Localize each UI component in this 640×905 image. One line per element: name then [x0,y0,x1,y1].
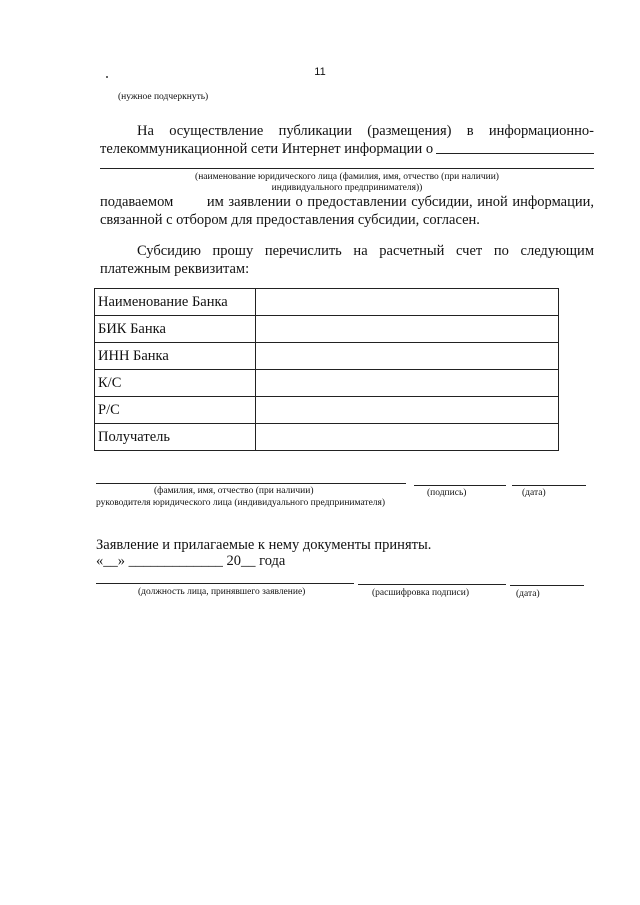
subsidy-line-1-text: Субсидию прошу перечислить на расчетный счет по следующим [137,243,594,259]
subsidy-line-2: платежным реквизитам: [100,261,250,277]
name-fill-line-1 [436,153,594,154]
date-year: 20__ [226,553,256,569]
consent-word: На [137,123,154,139]
date-day: «__» [96,553,125,569]
table-row [95,289,559,316]
table-label-cell: К/С [95,370,256,397]
table-value-cell[interactable] [256,370,559,397]
date-caption: (дата) [522,488,546,498]
fio-signature-line [96,483,406,484]
table-label-cell: Р/С [95,397,256,424]
consent-word: осуществление [169,123,264,139]
date-month-blank: _____________ [128,553,223,569]
table-value-cell[interactable] [256,424,559,451]
date-year-suffix: года [259,553,286,569]
subsidy-line-1 [100,242,594,260]
acceptance-date [96,552,285,570]
table-row [95,370,559,397]
table-row [95,397,559,424]
acceptance-date-caption: (дата) [516,589,540,599]
table-value-cell[interactable] [256,397,559,424]
underline-note: (нужное подчеркнуть) [118,92,209,102]
table-value-cell[interactable] [256,343,559,370]
table-row [95,343,559,370]
consent-word: информационно- [488,123,594,139]
decoding-line [358,584,506,585]
consent-line-4: связанной с отбором для предоставления субсидии, согласен. [100,212,480,228]
consent-line-2 [100,140,433,158]
name-fill-line-2 [100,168,594,169]
scan-dot [106,76,108,78]
consent-word: (размещения) [367,123,452,139]
name-caption-1: (наименование юридического лица (фамилия, имя, отчество (при наличии) [195,172,499,182]
table-row [95,424,559,451]
table-value-cell[interactable] [256,316,559,343]
date-line [512,485,586,486]
signature-caption: (подпись) [427,488,467,498]
table-value-cell[interactable] [256,289,559,316]
consent-line-3 [100,193,594,211]
table-label-cell: ИНН Банка [95,343,256,370]
consent-line-3-right: им заявлении о предоставлении субсидии, иной информации, [206,194,594,210]
consent-word: публикации [278,123,352,139]
head-caption: руководителя юридического лица (индивидуального предпринимателя) [96,498,386,508]
table-label-cell: БИК Банка [95,316,256,343]
table-label-cell: Наименование Банка [95,289,256,316]
acceptance-title: Заявление и прилагаемые к нему документы приняты. [96,537,432,553]
page-number: 11 [314,66,326,78]
bank-requisites-table [94,288,559,451]
position-line [96,583,354,584]
position-caption: (должность лица, принявшего заявление) [138,587,306,597]
consent-word: в [466,123,474,139]
consent-line-2-text: телекоммуникационной сети Интернет информации о [100,141,434,157]
table-row [95,316,559,343]
consent-line-3-left: подаваемом [100,194,174,210]
decoding-caption: (расшифровка подписи) [372,588,469,598]
consent-line-1 [100,122,594,140]
table-label-cell: Получатель [95,424,256,451]
acceptance-date-line [510,585,584,586]
name-caption-2: индивидуального предпринимателя)) [271,183,423,193]
signature-line [414,485,506,486]
fio-caption: (фамилия, имя, отчество (при наличии) [154,486,314,496]
